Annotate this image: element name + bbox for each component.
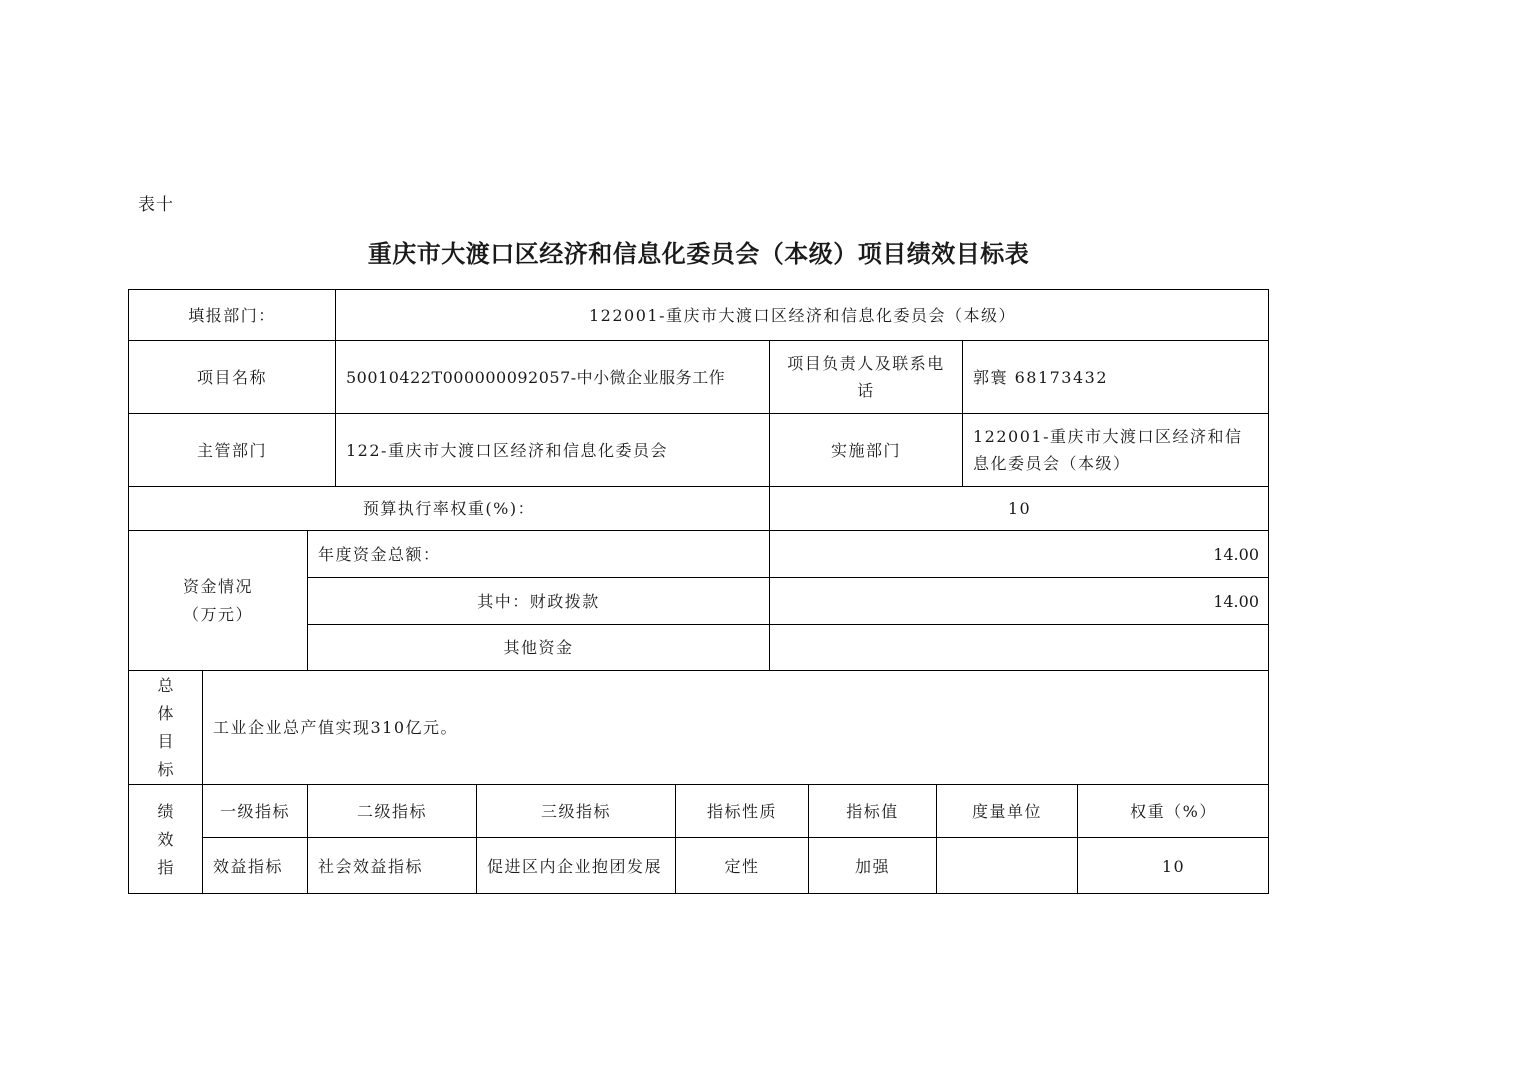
header-unit: 度量单位 [936,784,1077,837]
indicators-label-char: 绩 [157,801,174,821]
funds-label-line1: 资金情况 [182,576,253,596]
supervising-dept-label: 主管部门 [128,413,335,486]
indicators-label-char: 效 [157,829,174,849]
header-level2: 二级指标 [307,784,476,837]
reporting-dept-label: 填报部门： [128,289,335,340]
contact-label: 项目负责人及联系电话 [769,340,962,413]
header-nature: 指标性质 [675,784,808,837]
table-row-nature: 定性 [675,837,808,894]
project-name-label: 项目名称 [128,340,335,413]
indicators-label-char: 指 [157,857,174,877]
header-value: 指标值 [808,784,936,837]
other-funds-value [769,624,1269,670]
document-title: 重庆市大渡口区经济和信息化委员会（本级）项目绩效目标表 [367,239,1030,268]
implementing-dept-label: 实施部门 [769,413,962,486]
overall-goal-label [128,670,202,784]
fiscal-appropriation-label: 其中：财政拨款 [307,577,769,624]
overall-goal-label-char: 总 [157,675,174,695]
supervising-dept-value: 122-重庆市大渡口区经济和信息化委员会 [335,413,769,486]
reporting-dept-value: 122001-重庆市大渡口区经济和信息化委员会（本级） [335,289,1269,340]
header-weight: 权重（%） [1077,784,1269,837]
header-level3: 三级指标 [476,784,675,837]
funds-label [128,530,307,670]
performance-target-table [128,289,1269,894]
table-row-level1: 效益指标 [202,837,307,894]
annual-total-value: 14.00 [769,530,1269,577]
table-row-level3: 促进区内企业抱团发展 [476,837,675,894]
annual-total-label: 年度资金总额： [307,530,769,577]
table-label: 表十 [138,195,174,215]
overall-goal-label-char: 标 [157,759,174,779]
contact-value: 郭寰 68173432 [962,340,1269,413]
other-funds-label: 其他资金 [307,624,769,670]
implementing-dept-value: 122001-重庆市大渡口区经济和信息化委员会（本级） [962,413,1269,486]
table-row-value: 加强 [808,837,936,894]
project-name-value: 50010422T000000092057-中小微企业服务工作 [335,340,769,413]
budget-rate-value: 10 [769,486,1269,530]
fiscal-appropriation-value: 14.00 [769,577,1269,624]
overall-goal-text: 工业企业总产值实现310亿元。 [202,670,1269,784]
budget-rate-label: 预算执行率权重(%)： [128,486,769,530]
overall-goal-label-char: 体 [157,703,174,723]
funds-label-line2: （万元） [182,604,253,624]
table-row-weight: 10 [1077,837,1269,894]
table-row-unit [936,837,1077,894]
indicators-section-label [128,784,202,894]
table-row-level2: 社会效益指标 [307,837,476,894]
header-level1: 一级指标 [202,784,307,837]
overall-goal-label-char: 目 [157,731,174,751]
